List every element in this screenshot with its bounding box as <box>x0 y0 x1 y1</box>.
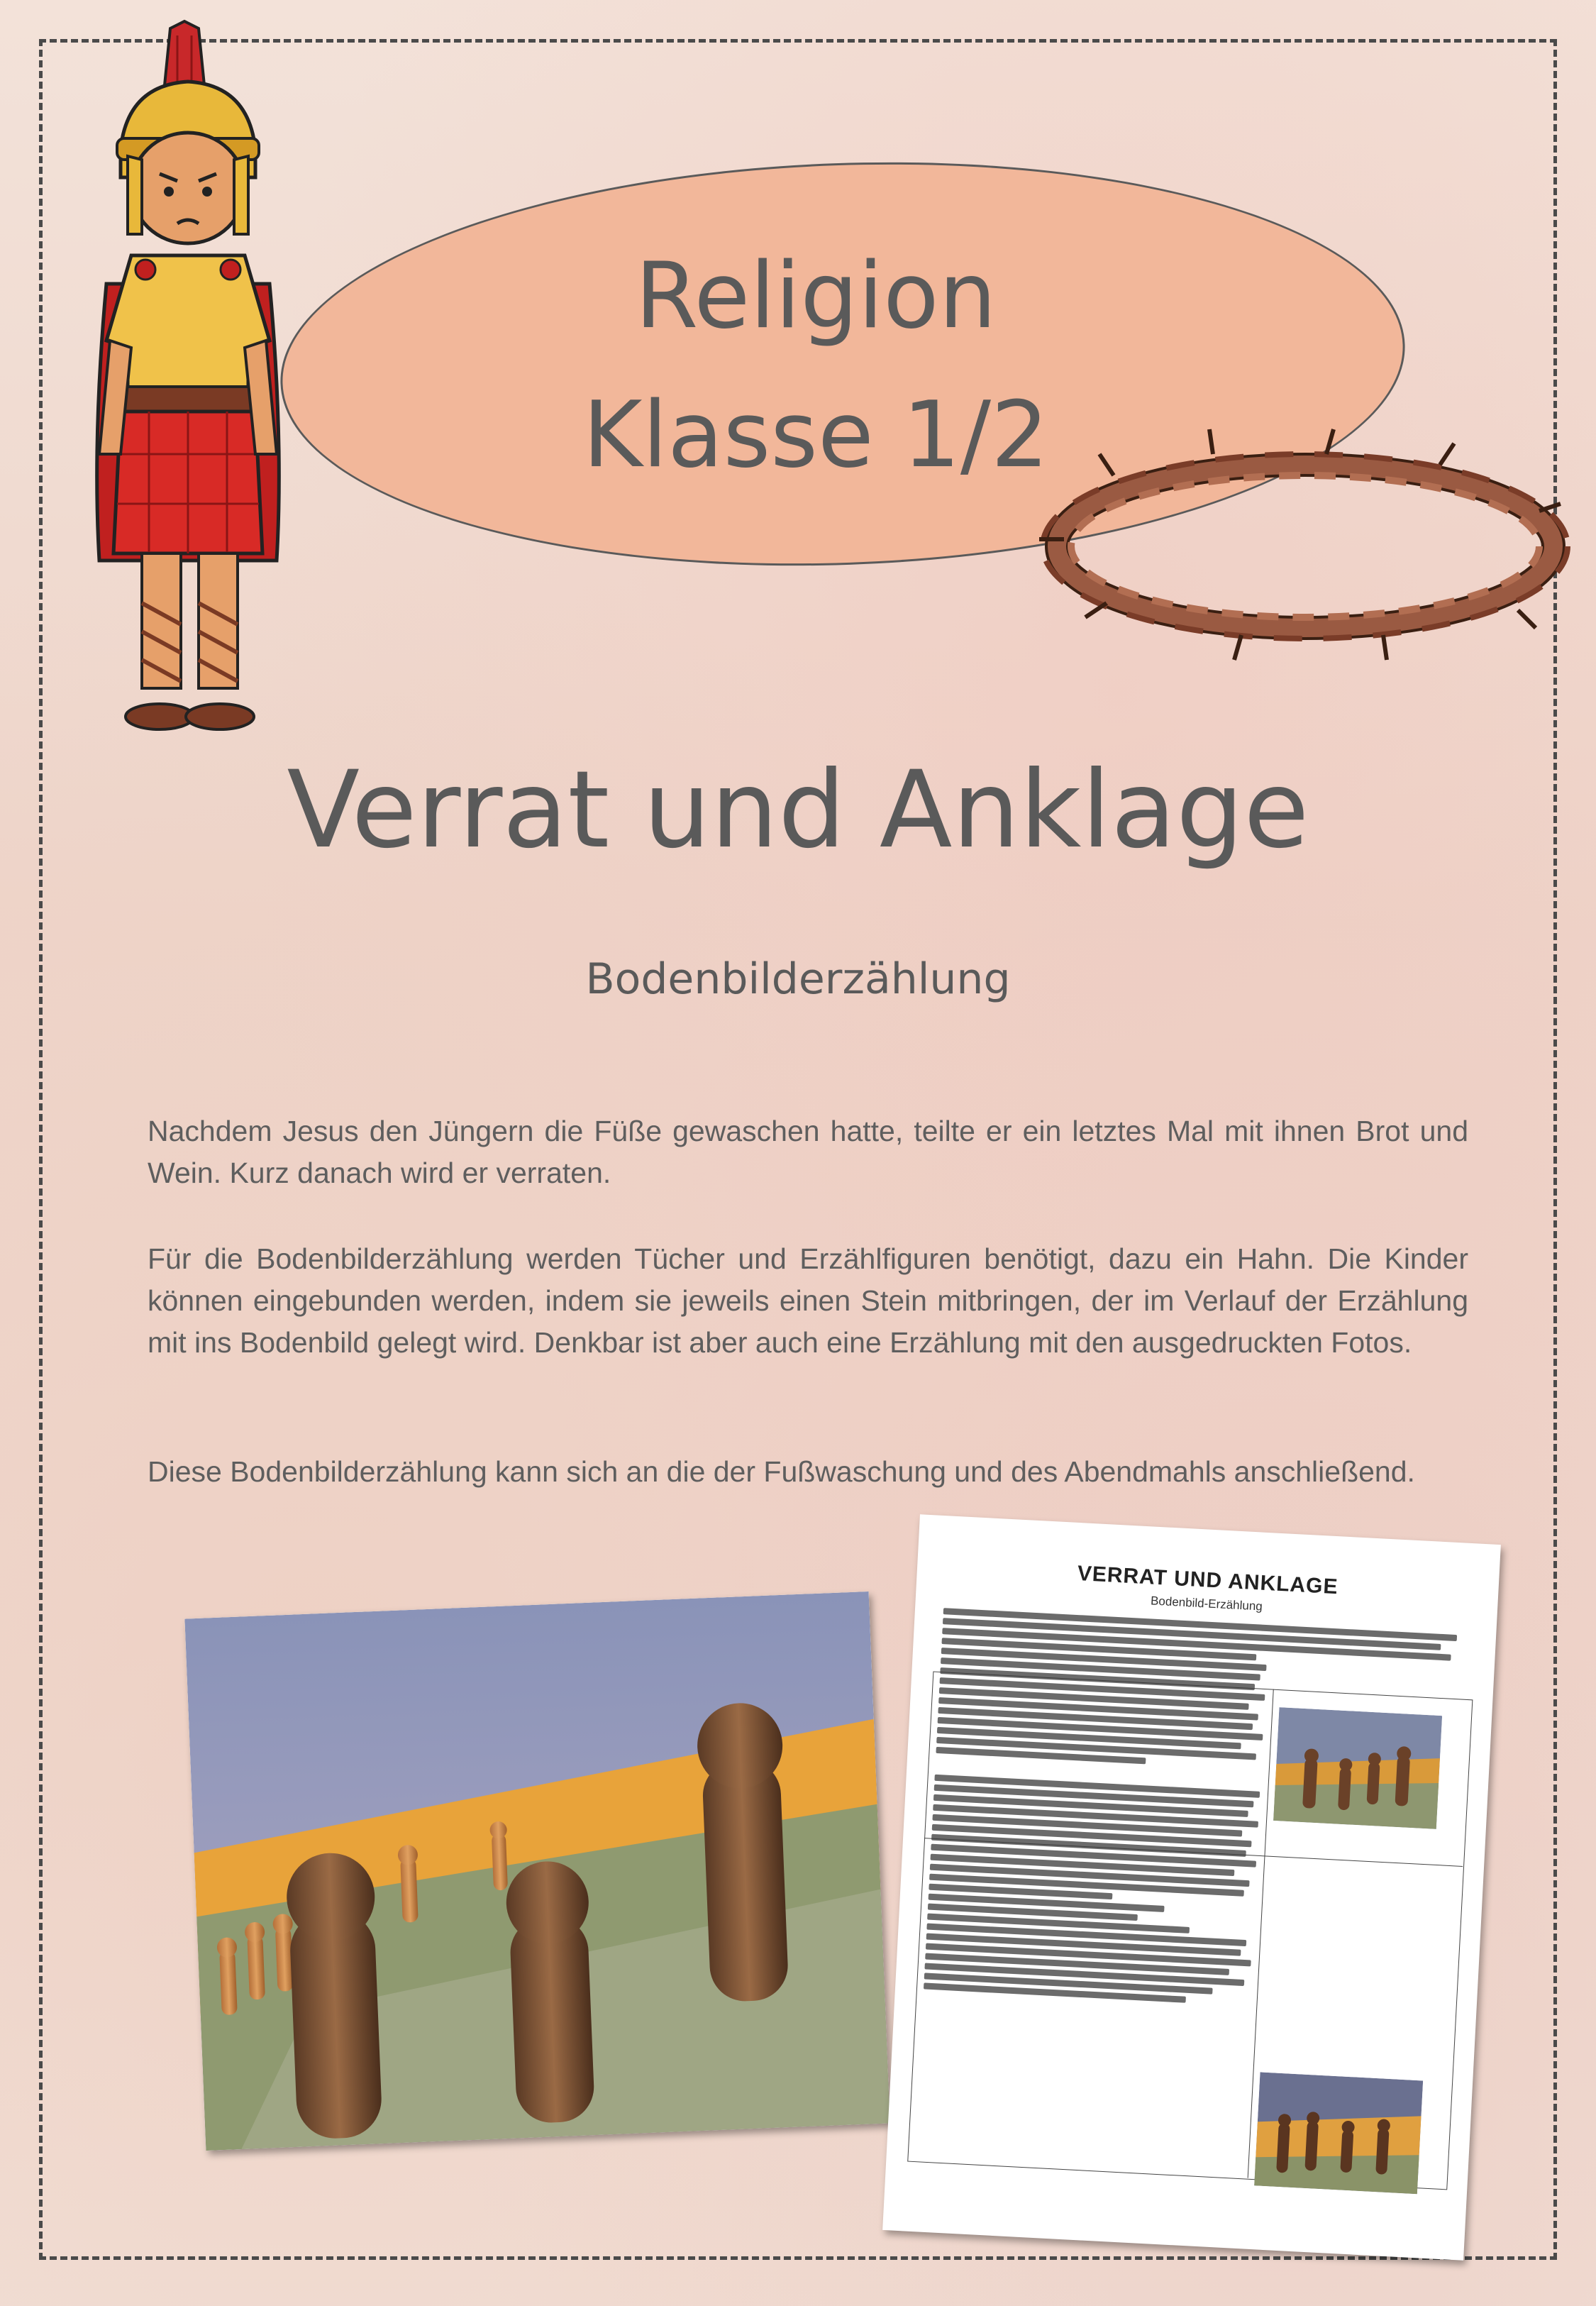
intro-paragraph: Nachdem Jesus den Jüngern die Füße gewaschen hatte, teilte er ein letztes Mal mit ihnen Brot und Wein. Kurz danach wird er verraten. <box>148 1115 1468 1189</box>
wooden-figures-photo <box>184 1591 890 2151</box>
subject-label: Religion <box>635 243 997 349</box>
grade-label: Klasse 1/2 <box>582 382 1049 488</box>
wooden-figures-image <box>184 1591 890 2151</box>
worksheet-photo-2 <box>1254 2072 1423 2194</box>
crown-of-thorns-illustration <box>1029 426 1582 681</box>
page-subtitle: Bodenbilderzählung <box>585 954 1011 1004</box>
worksheet-subtitle: Bodenbild-Erzählung <box>1150 1594 1263 1613</box>
worksheet-photo-1 <box>1273 1707 1442 1829</box>
connection-paragraph: Diese Bodenbilderzählung kann sich an die der Fußwaschung und des Abendmahls anschließend. <box>148 1455 1415 1488</box>
roman-soldier-illustration <box>64 14 319 738</box>
materials-paragraph: Für die Bodenbilderzählung werden Tücher und Erzählfiguren benötigt, dazu ein Hahn. Die Kinder können eingebunden werden, indem sie jeweils einen Stein mitbringen, der im Verlauf der Erzählung mit ins Bodenbild gelegt wird. Denkbar ist aber auch eine Erzählung mit den ausgedruckten Fotos. <box>148 1242 1468 1359</box>
worksheet-preview <box>882 1514 1501 2261</box>
worksheet-title: VERRAT UND ANKLAGE <box>1077 1561 1339 1599</box>
page-title: Verrat und Anklage <box>287 749 1309 872</box>
